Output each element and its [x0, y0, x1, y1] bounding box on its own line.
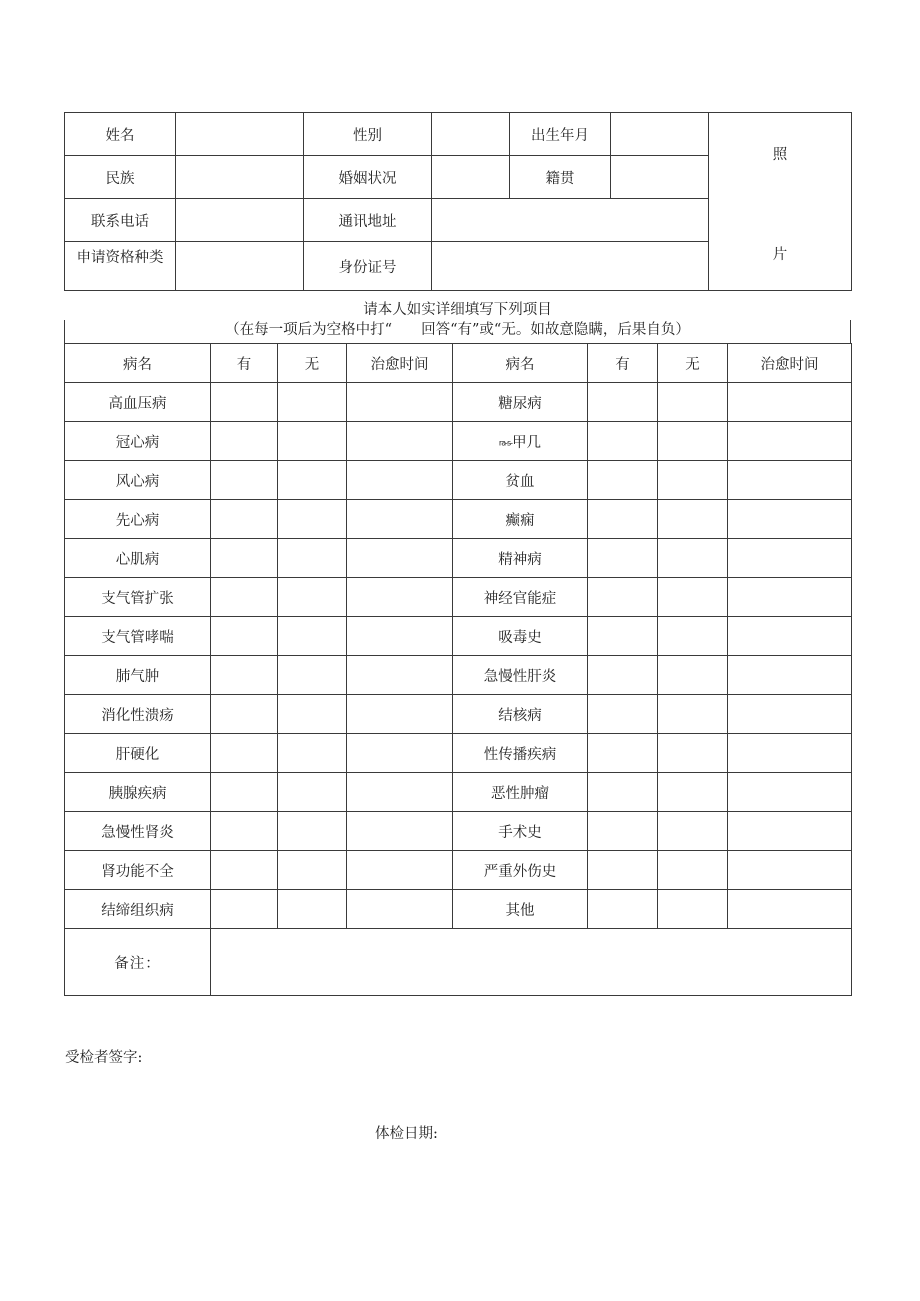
phone-label: 联系电话	[65, 199, 176, 242]
header-no: 无	[278, 344, 347, 383]
cure-time-cell[interactable]	[347, 500, 453, 539]
disease-name: 吸毒史	[453, 617, 588, 656]
disease-name: 结缔组织病	[65, 890, 211, 929]
name-field[interactable]	[176, 113, 304, 156]
header-no: 无	[658, 344, 728, 383]
disease-name: 心肌病	[65, 539, 211, 578]
marital-field[interactable]	[432, 156, 510, 199]
instructions	[64, 300, 851, 320]
cure-time-cell[interactable]	[347, 422, 453, 461]
disease-name: 贫血	[453, 461, 588, 500]
no-cell[interactable]	[278, 773, 347, 812]
no-cell[interactable]	[278, 500, 347, 539]
instruction-note: （在每一项后为空格中打“ 回答“有”或“无。如故意隐瞒，后果自负）	[225, 322, 690, 338]
disease-name: 性传播疾病	[453, 734, 588, 773]
birth-field[interactable]	[611, 113, 709, 156]
disease-name: 癫痫	[453, 500, 588, 539]
yes-cell[interactable]	[588, 617, 658, 656]
no-cell[interactable]	[658, 422, 728, 461]
cure-time-cell[interactable]	[728, 890, 852, 929]
qualification-field[interactable]	[176, 242, 304, 291]
id-number-field[interactable]	[432, 242, 709, 291]
cure-time-cell[interactable]	[347, 734, 453, 773]
disease-name-text: 甲几	[512, 434, 542, 451]
no-cell[interactable]	[658, 383, 728, 422]
table-row	[65, 773, 852, 812]
table-row	[65, 695, 852, 734]
disease-name: 胰腺疾病	[65, 773, 211, 812]
no-cell[interactable]	[278, 461, 347, 500]
header-cure-time: 治愈时间	[347, 344, 453, 383]
table-row	[65, 851, 852, 890]
qualification-label: 申请资格种类	[65, 242, 176, 291]
table-row	[65, 578, 852, 617]
no-cell[interactable]	[278, 890, 347, 929]
yes-cell[interactable]	[211, 890, 278, 929]
table-row	[65, 734, 852, 773]
no-cell[interactable]	[278, 851, 347, 890]
disease-name: 支气管哮喘	[65, 617, 211, 656]
yes-cell[interactable]	[211, 500, 278, 539]
birth-label: 出生年月	[510, 113, 611, 156]
table-row	[65, 539, 852, 578]
yes-cell[interactable]	[211, 461, 278, 500]
no-cell[interactable]	[658, 461, 728, 500]
instruction-title: 请本人如实详细填写下列项目	[363, 302, 552, 318]
instruction-note-box	[64, 320, 851, 343]
cure-time-cell[interactable]	[347, 773, 453, 812]
yes-cell[interactable]	[588, 773, 658, 812]
yes-cell[interactable]	[588, 890, 658, 929]
disease-name: 急慢性肝炎	[453, 656, 588, 695]
disease-name: 急慢性肾炎	[65, 812, 211, 851]
ethnicity-field[interactable]	[176, 156, 304, 199]
personal-info-table	[64, 112, 852, 291]
yes-cell[interactable]	[588, 461, 658, 500]
header-disease: 病名	[453, 344, 588, 383]
yes-cell[interactable]	[588, 851, 658, 890]
name-label: 姓名	[65, 113, 176, 156]
cure-time-cell[interactable]	[347, 695, 453, 734]
yes-cell[interactable]	[588, 422, 658, 461]
table-row	[65, 422, 852, 461]
remark-label: 备注：	[65, 929, 211, 996]
yes-cell[interactable]	[588, 734, 658, 773]
cure-time-cell[interactable]	[347, 383, 453, 422]
remark-field[interactable]	[211, 929, 852, 996]
cure-time-cell[interactable]	[728, 539, 852, 578]
disease-name: 恶性肿瘤	[453, 773, 588, 812]
no-cell[interactable]	[278, 656, 347, 695]
table-row	[65, 656, 852, 695]
yes-cell[interactable]	[211, 656, 278, 695]
disease-name: 手术史	[453, 812, 588, 851]
no-cell[interactable]	[278, 695, 347, 734]
cure-time-cell[interactable]	[728, 812, 852, 851]
disease-name: 消化性溃疡	[65, 695, 211, 734]
yes-cell[interactable]	[588, 500, 658, 539]
no-cell[interactable]	[658, 773, 728, 812]
photo-box[interactable]	[709, 113, 852, 291]
disease-name: 神经官能症	[453, 578, 588, 617]
cure-time-cell[interactable]	[728, 422, 852, 461]
yes-cell[interactable]	[588, 383, 658, 422]
disease-name: 结核病	[453, 695, 588, 734]
yes-cell[interactable]	[588, 812, 658, 851]
disease-name: 糖尿病	[453, 383, 588, 422]
native-place-field[interactable]	[611, 156, 709, 199]
disease-name: 支气管扩张	[65, 578, 211, 617]
no-cell[interactable]	[278, 539, 347, 578]
cure-time-cell[interactable]	[728, 734, 852, 773]
cure-time-cell[interactable]	[728, 578, 852, 617]
yes-cell[interactable]	[211, 773, 278, 812]
no-cell[interactable]	[658, 851, 728, 890]
cure-time-cell[interactable]	[347, 461, 453, 500]
disease-name: 高血压病	[65, 383, 211, 422]
ethnicity-label: 民族	[65, 156, 176, 199]
cure-time-cell[interactable]	[347, 578, 453, 617]
yes-cell[interactable]	[211, 578, 278, 617]
cure-time-cell[interactable]	[728, 500, 852, 539]
native-place-label: 籍贯	[510, 156, 611, 199]
remark-row	[65, 929, 852, 996]
yes-cell[interactable]	[211, 617, 278, 656]
gender-field[interactable]	[432, 113, 510, 156]
cure-time-cell[interactable]	[347, 890, 453, 929]
no-cell[interactable]	[278, 812, 347, 851]
no-cell[interactable]	[278, 422, 347, 461]
exam-date-label: 体检日期:	[375, 1126, 438, 1142]
photo-label-bottom: 片	[772, 247, 788, 263]
no-cell[interactable]	[278, 617, 347, 656]
yes-cell[interactable]	[588, 539, 658, 578]
disease-name	[453, 422, 588, 461]
yes-cell[interactable]	[588, 656, 658, 695]
yes-cell[interactable]	[211, 422, 278, 461]
cure-time-cell[interactable]	[347, 812, 453, 851]
disease-name: 先心病	[65, 500, 211, 539]
cure-time-cell[interactable]	[728, 617, 852, 656]
table-row	[65, 500, 852, 539]
no-cell[interactable]	[658, 578, 728, 617]
no-cell[interactable]	[278, 383, 347, 422]
no-cell[interactable]	[658, 812, 728, 851]
address-field[interactable]	[432, 199, 709, 242]
no-cell[interactable]	[658, 617, 728, 656]
no-cell[interactable]	[658, 500, 728, 539]
photo-label-top: 照	[772, 147, 788, 163]
id-number-label: 身份证号	[304, 242, 432, 291]
disease-name: 其他	[453, 890, 588, 929]
examinee-signature-label: 受检者签字:	[65, 1050, 143, 1066]
header-cure-time: 治愈时间	[728, 344, 852, 383]
no-cell[interactable]	[658, 734, 728, 773]
yes-cell[interactable]	[211, 539, 278, 578]
yes-cell[interactable]	[211, 851, 278, 890]
table-row	[65, 383, 852, 422]
header-disease: 病名	[65, 344, 211, 383]
cure-time-cell[interactable]	[347, 851, 453, 890]
cure-time-cell[interactable]	[728, 461, 852, 500]
header-row	[65, 344, 852, 383]
cure-time-cell[interactable]	[347, 617, 453, 656]
no-cell[interactable]	[278, 734, 347, 773]
yes-cell[interactable]	[588, 578, 658, 617]
no-cell[interactable]	[658, 890, 728, 929]
no-cell[interactable]	[278, 578, 347, 617]
table-row	[65, 812, 852, 851]
phone-field[interactable]	[176, 199, 304, 242]
yes-cell[interactable]	[211, 734, 278, 773]
cure-time-cell[interactable]	[728, 773, 852, 812]
no-cell[interactable]	[658, 656, 728, 695]
cure-time-cell[interactable]	[347, 656, 453, 695]
no-cell[interactable]	[658, 539, 728, 578]
garbled-prefix: ra-s-	[498, 438, 513, 447]
disease-name: 风心病	[65, 461, 211, 500]
table-row	[65, 617, 852, 656]
cure-time-cell[interactable]	[728, 656, 852, 695]
disease-name: 冠心病	[65, 422, 211, 461]
address-label: 通讯地址	[304, 199, 432, 242]
disease-name: 肺气肿	[65, 656, 211, 695]
gender-label: 性别	[304, 113, 432, 156]
table-row	[65, 461, 852, 500]
disease-name: 精神病	[453, 539, 588, 578]
marital-label: 婚姻状况	[304, 156, 432, 199]
no-cell[interactable]	[658, 695, 728, 734]
cure-time-cell[interactable]	[728, 383, 852, 422]
yes-cell[interactable]	[211, 383, 278, 422]
yes-cell[interactable]	[211, 695, 278, 734]
table-row	[65, 890, 852, 929]
header-yes: 有	[211, 344, 278, 383]
cure-time-cell[interactable]	[728, 695, 852, 734]
yes-cell[interactable]	[588, 695, 658, 734]
disease-name: 严重外伤史	[453, 851, 588, 890]
disease-name: 肝硬化	[65, 734, 211, 773]
cure-time-cell[interactable]	[347, 539, 453, 578]
cure-time-cell[interactable]	[728, 851, 852, 890]
yes-cell[interactable]	[211, 812, 278, 851]
disease-history-table	[64, 343, 852, 996]
disease-name: 肾功能不全	[65, 851, 211, 890]
header-yes: 有	[588, 344, 658, 383]
